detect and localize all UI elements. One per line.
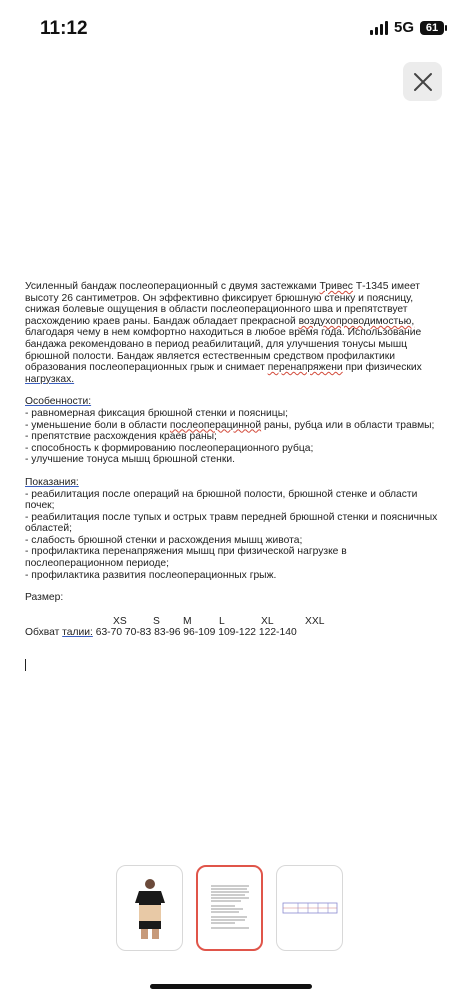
list-item: - уменьшение боли в области послеоперацинной раны, рубца или в области травмы; (25, 419, 435, 431)
list-item: - препятствие расхождения краев раны; (25, 431, 217, 443)
size-cell: S (153, 615, 160, 627)
features-title: Особенности: (25, 396, 92, 408)
table-thumbnail-icon (280, 893, 340, 923)
sizes-row (25, 616, 439, 628)
home-indicator[interactable] (150, 984, 312, 989)
size-cell: XXL (305, 615, 325, 627)
battery-icon (420, 21, 444, 35)
status-icons (370, 19, 444, 36)
bandage-photo-icon (130, 875, 170, 941)
network-label: 5G (393, 19, 414, 36)
list-item: - реабилитация после операций на брюшной полости, брюшной стенке и области почек; (25, 488, 418, 512)
thumbnail-description-page[interactable] (196, 865, 263, 951)
status-time: 11:12 (40, 18, 88, 39)
text-cursor (25, 659, 26, 671)
list-item: - профилактика перенапряжения мышц при физической нагрузке в послеоперационном периоде; (25, 546, 347, 570)
size-label: Размер: (25, 592, 64, 604)
girth-row: Обхват талии: 63-70 70-83 83-96 96-109 109-122 122-140 (25, 627, 297, 639)
close-icon (413, 72, 433, 92)
size-cell: L (219, 615, 225, 627)
size-cell: XS (113, 615, 127, 627)
thumbnail-strip (116, 865, 343, 951)
close-button[interactable] (403, 62, 442, 101)
intro-paragraph: Усиленный бандаж послеоперационный с двумя застежками Тривес Т-1345 имеет высоту 26 сантиметров. Он эффективно фиксирует брюшную стенку и поясницу, снижая болевые ощущения в области послеоперационного шва и препятствует расхождению краев раны. Бандаж обладает прекрасной воздухопроводимостью, благодаря чему в нем комфортно находиться в любое время года. Использование бандажа рекомендовано в период реабилитаций, для улучшения тонусы мышц брюшной полости. Бандаж является естественным средством профилактики образования послеоперационных грыж и снимает перенапряжени при физических нагрузках. (25, 281, 422, 385)
battery-level: 61 (425, 21, 439, 34)
signal-icon (370, 21, 388, 35)
indications-title: Показания: (25, 476, 79, 488)
thumbnail-product-photo[interactable] (116, 865, 183, 951)
size-cell: XL (261, 615, 274, 627)
list-item: - реабилитация после тупых и острых травм передней брюшной стенки и поясничных областей; (25, 511, 438, 535)
size-cell: M (183, 615, 192, 627)
list-item: - способность к формированию послеоперационного рубца; (25, 442, 314, 454)
thumbnail-size-table[interactable] (276, 865, 343, 951)
list-item: - слабость брюшной стенки и расхождения мышц живота; (25, 534, 303, 546)
document-page (25, 281, 439, 671)
document-thumbnail-icon (205, 880, 255, 936)
list-item: - улучшение тонуса мышц брюшной стенки. (25, 454, 235, 466)
list-item: - равномерная фиксация брюшной стенки и поясницы; (25, 407, 288, 419)
list-item: - профилактика развития послеоперационных грыж. (25, 569, 277, 581)
